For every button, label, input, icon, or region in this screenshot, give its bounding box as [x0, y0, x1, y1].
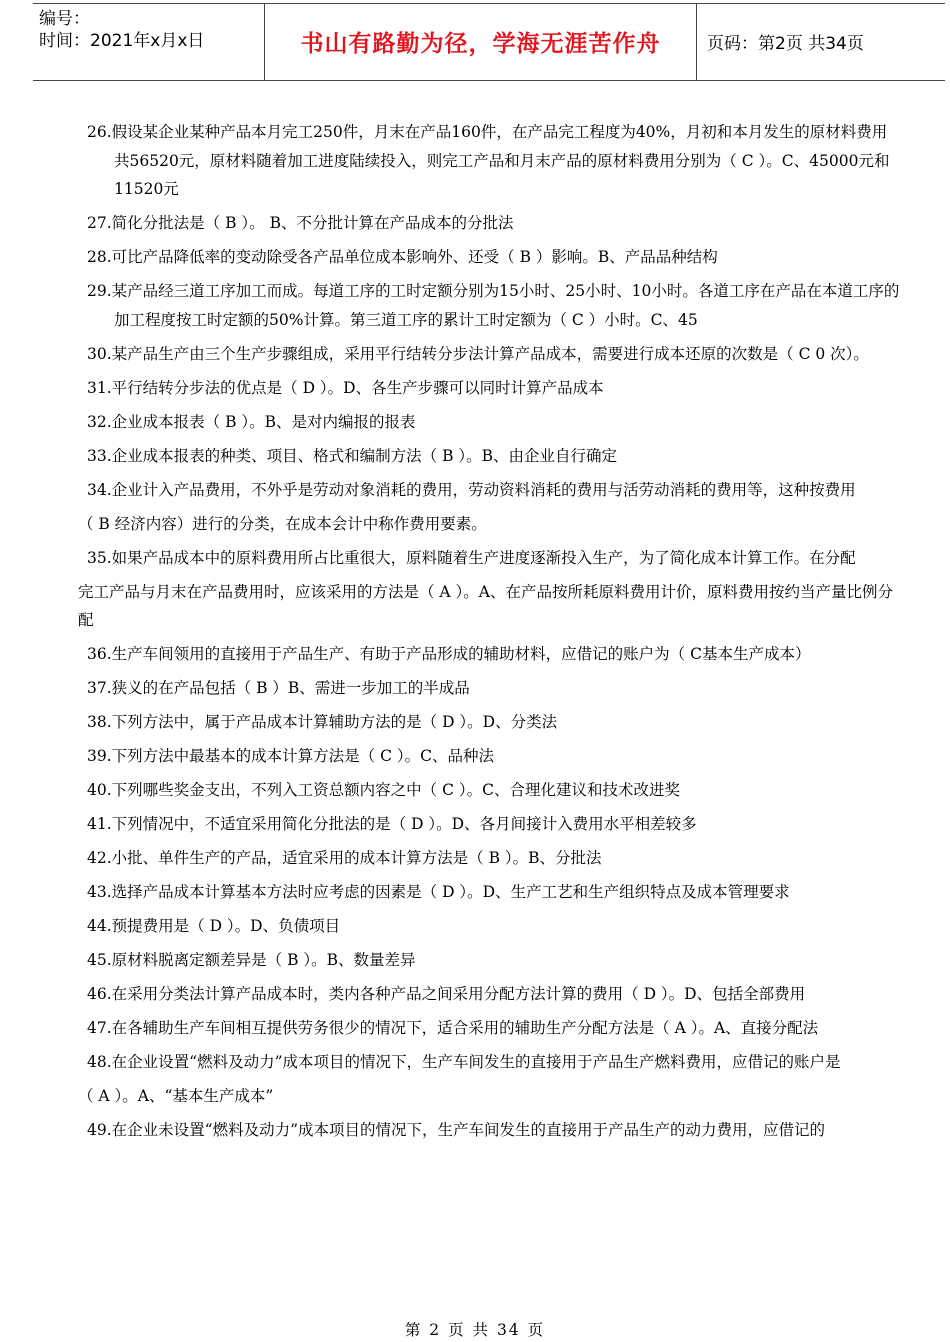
question-item: 47.在各辅助生产车间相互提供劳务很少的情况下，适合采用的辅助生产分配方法是（ A ）。A、直接分配法 — [87, 1019, 819, 1037]
motto: 书山有路勤为径，学海无涯苦作舟 — [300, 31, 661, 57]
date-label: 时间：2021年x月x日 — [39, 31, 205, 51]
question-item: 34.企业计入产品费用，不外乎是劳动对象消耗的费用，劳动资料消耗的费用与活劳动消耗的费用等，这种按费用 — [87, 480, 856, 499]
header-motto-cell — [265, 4, 697, 80]
question-item: 41.下列情况中，不适宜采用简化分批法的是（ D ）。D、各月间接计入费用水平相差较多 — [87, 815, 697, 833]
question-item: 43.选择产品成本计算基本方法时应考虑的因素是（ D ）。D、生产工艺和生产组织特点及成本管理要求 — [87, 883, 790, 901]
question-item: 29.某产品经三道工序加工而成。每道工序的工时定额分别为15小时、25小时、10小时。各道工序在产品在本道工序的加工程度按工时定额的50%计算。第三道工序的累计工时定额为（ C ）小时。C、45 — [87, 282, 900, 329]
question-continuation: （ B 经济内容）进行的分类，在成本会计中称作费用要素。 — [78, 514, 487, 533]
question-continuation: （ A ）。A、“基本生产成本” — [78, 1087, 274, 1105]
question-list — [78, 118, 900, 1150]
question-item: 30.某产品生产由三个生产步骤组成，采用平行结转分步法计算产品成本，需要进行成本还原的次数是（ C 0 次）。 — [87, 344, 869, 363]
header-info-cell — [33, 4, 265, 80]
question-item: 49.在企业未设置“燃料及动力”成本项目的情况下，生产车间发生的直接用于产品生产的动力费用，应借记的 — [87, 1121, 826, 1139]
question-item: 44.预提费用是（ D ）。D、负债项目 — [87, 917, 341, 935]
question-item: 32.企业成本报表（ B ）。B、是对内编报的报表 — [87, 412, 416, 431]
page-count-label: 页码：第2页 共34页 — [707, 34, 864, 54]
header-page-cell — [697, 4, 945, 80]
question-item: 33.企业成本报表的种类、项目、格式和编制方法（ B ）。B、由企业自行确定 — [87, 446, 618, 465]
question-item: 40.下列哪些奖金支出，不列入工资总额内容之中（ C ）。C、合理化建议和技术改进奖 — [87, 781, 680, 799]
question-item: 48.在企业设置“燃料及动力”成本项目的情况下，生产车间发生的直接用于产品生产燃料费用，应借记的账户是 — [87, 1053, 841, 1071]
question-item: 46.在采用分类法计算产品成本时，类内各种产品之间采用分配方法计算的费用（ D ）。D、包括全部费用 — [87, 985, 806, 1003]
question-item: 42.小批、单件生产的产品，适宜采用的成本计算方法是（ B ）。B、分批法 — [87, 849, 602, 867]
question-item: 26.假设某企业某种产品本月完工250件，月末在产品160件，在产品完工程度为40%，月初和本月发生的原材料费用共56520元，原材料随着加工进度陆续投入，则完工产品和月末产品的原材料费用分别为（ C ）。C、45000元和11520元 — [87, 123, 890, 198]
question-item: 38.下列方法中，属于产品成本计算辅助方法的是（ D ）。D、分类法 — [87, 713, 558, 731]
question-item: 45.原材料脱离定额差异是（ B ）。B、数量差异 — [87, 951, 416, 969]
page-header — [33, 3, 945, 81]
question-item: 37.狭义的在产品包括（ B ）B、需进一步加工的半成品 — [87, 679, 470, 697]
question-item: 39.下列方法中最基本的成本计算方法是（ C ）。C、品种法 — [87, 747, 494, 765]
question-item: 31.平行结转分步法的优点是（ D ）。D、各生产步骤可以同时计算产品成本 — [87, 378, 604, 397]
number-label: 编号： — [39, 9, 90, 29]
question-continuation: 完工产品与月末在产品费用时，应该采用的方法是（ A ）。A、在产品按所耗原料费用计价，原料费用按约当产量比例分配 — [78, 582, 893, 629]
page-footer: 第 2 页 共 34 页 — [404, 1321, 546, 1339]
question-item: 36.生产车间领用的直接用于产品生产、有助于产品形成的辅助材料，应借记的账户为（ C基本生产成本） — [87, 645, 811, 663]
question-item: 28.可比产品降低率的变动除受各产品单位成本影响外、还受（ B ）影响。B、产品品种结构 — [87, 248, 718, 266]
question-item: 27.简化分批法是（ B ）。 B、不分批计算在产品成本的分批法 — [87, 214, 514, 232]
question-item: 35.如果产品成本中的原料费用所占比重很大，原料随着生产进度逐渐投入生产，为了简化成本计算工作。在分配 — [87, 548, 856, 567]
